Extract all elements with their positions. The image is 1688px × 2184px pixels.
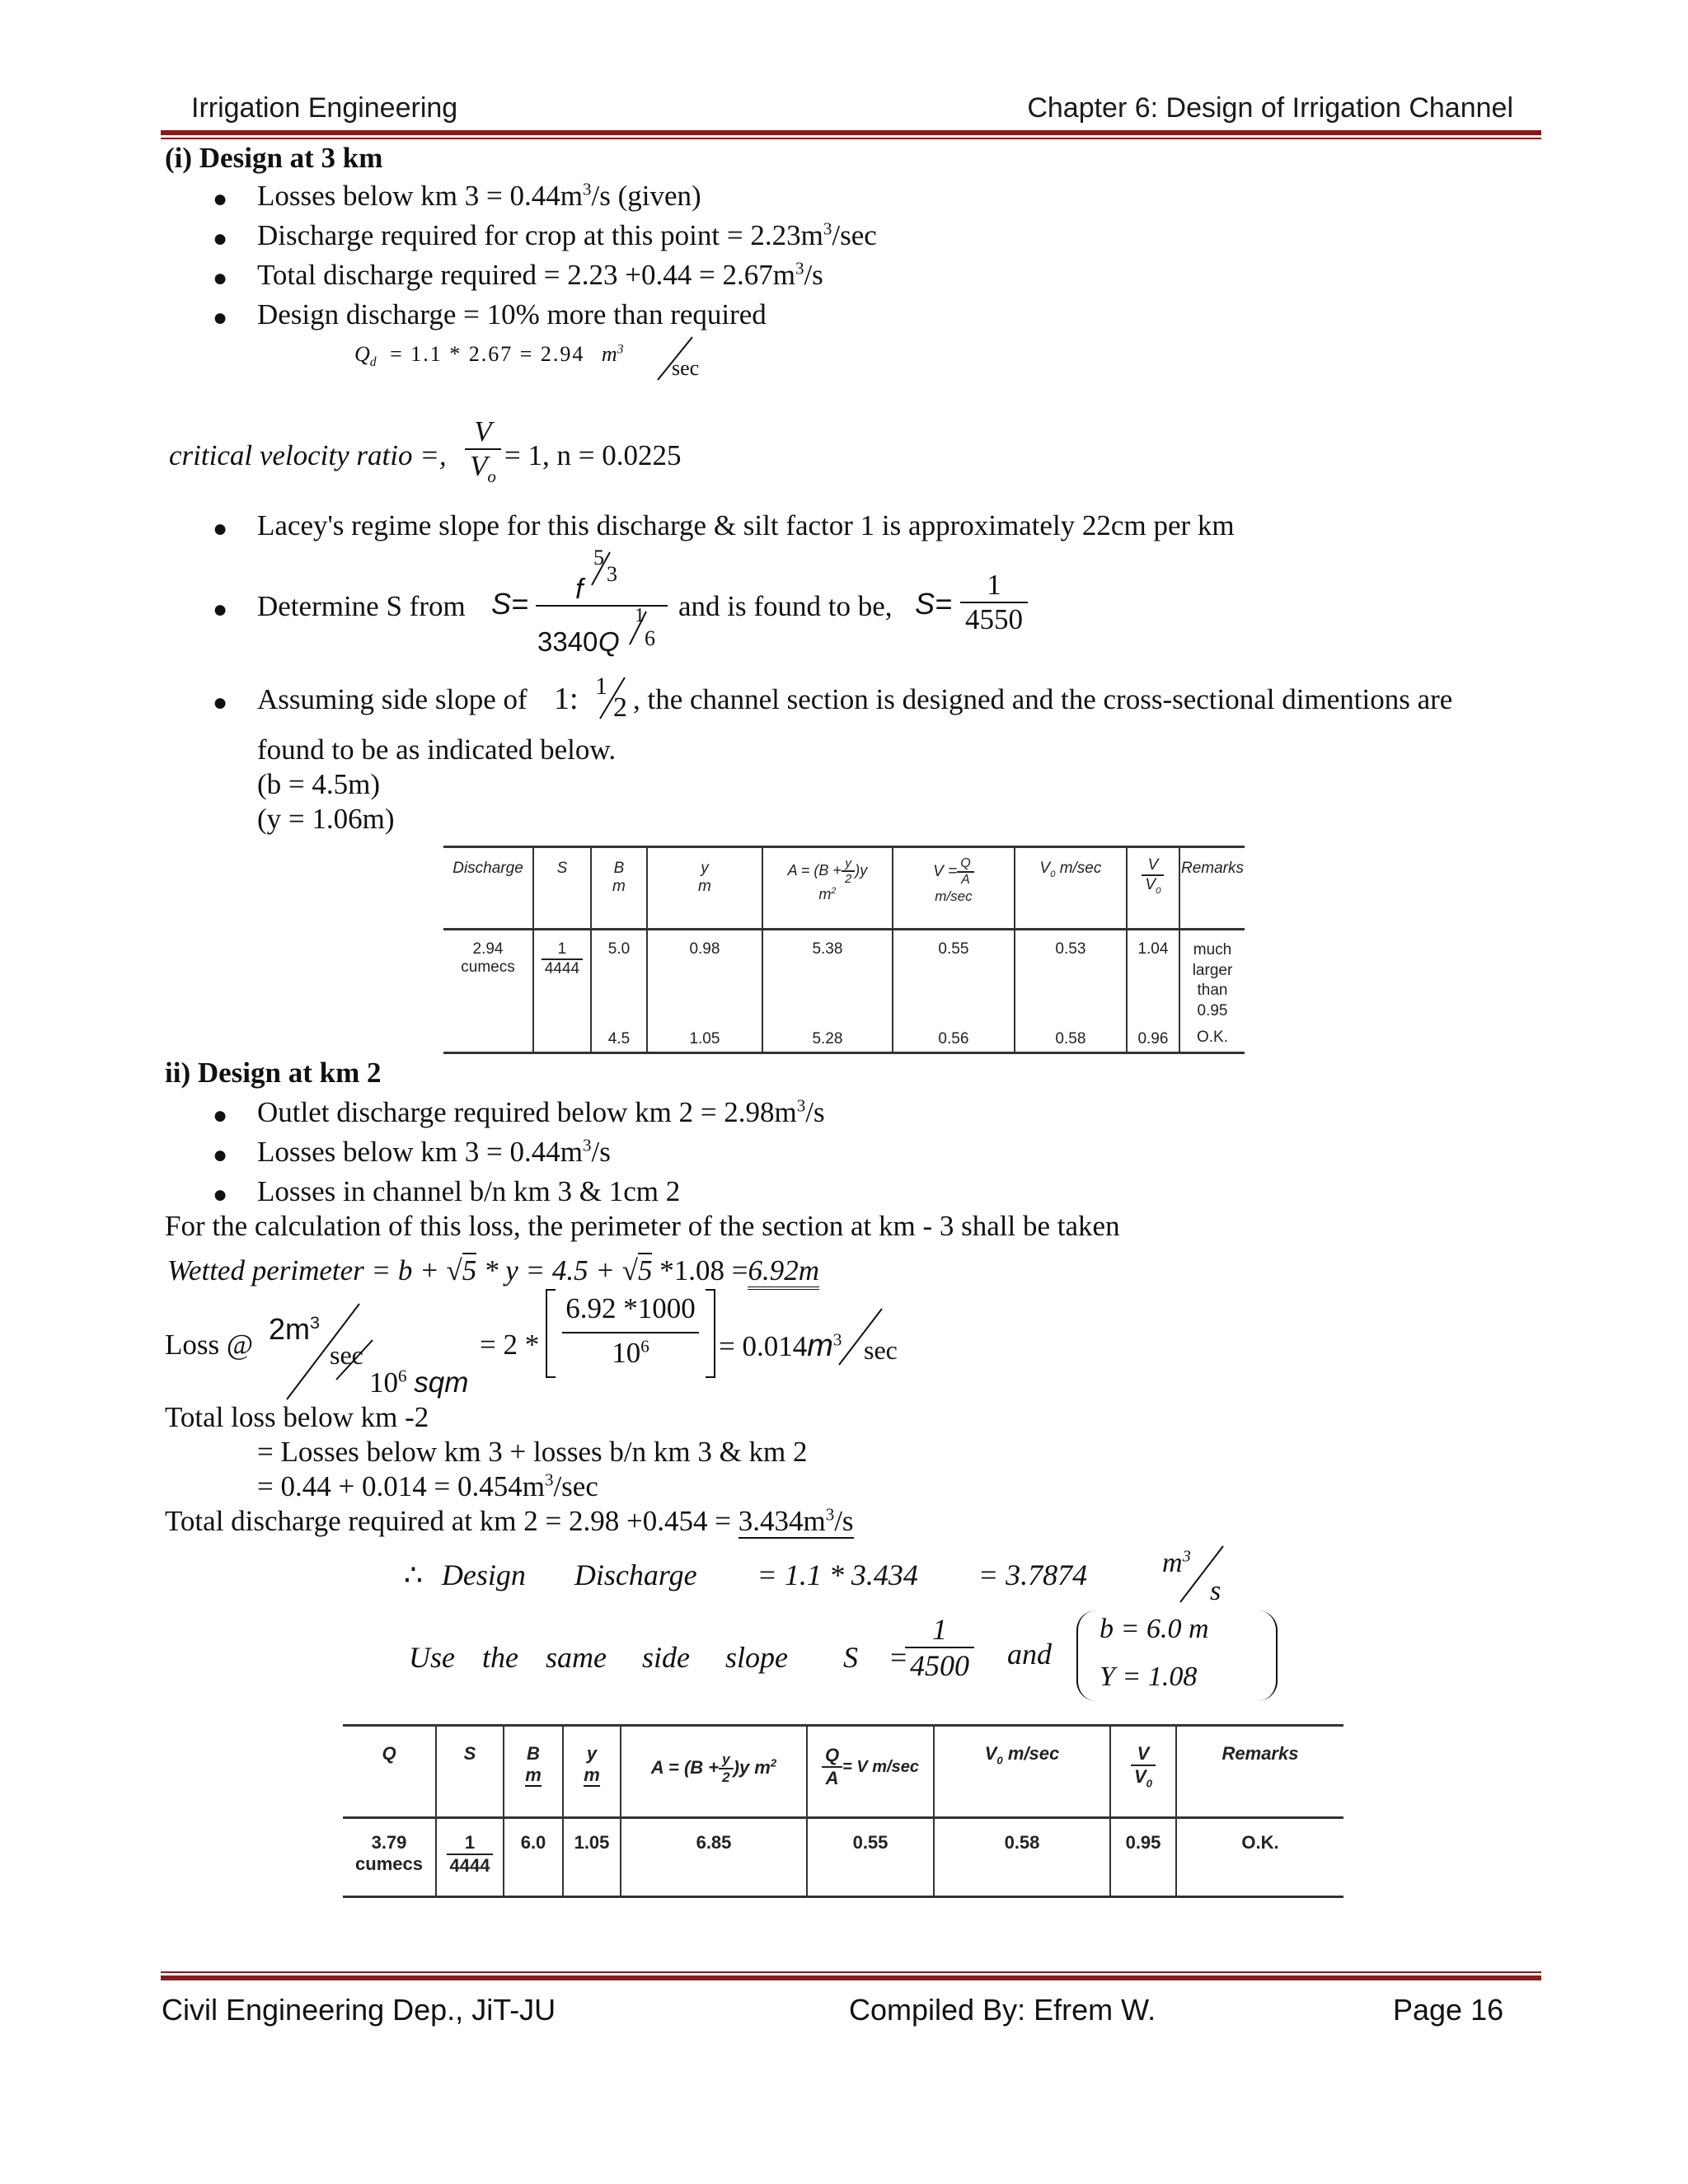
bullet: ● <box>213 304 228 331</box>
table-row <box>443 930 1245 1053</box>
loss-rate: $2m^3$ <box>269 1312 321 1346</box>
unit-sec: sec <box>672 356 700 380</box>
cell: 1.05 <box>563 1818 621 1897</box>
bullet: ● <box>213 515 228 542</box>
cell: 2.94 cumecs <box>461 940 515 976</box>
col-s: S <box>436 1726 504 1818</box>
bullet: ● <box>213 596 228 623</box>
footer-center: Compiled By: Efrem W. <box>849 1993 1156 2027</box>
header-rule <box>161 130 1541 135</box>
section-title: ii) Design at km 2 <box>165 1057 382 1089</box>
dimension-b: (b = 4.5m) <box>257 768 381 800</box>
loss-bracket: 6.92 *1000 $10^6$ <box>546 1289 715 1378</box>
slope-fraction: $\frac{1}{4500}$ <box>905 1612 974 1683</box>
paragraph: = $0.44 + 0.014 = 0.454m^3/\sec$ <box>257 1469 598 1502</box>
dimension-y: (y = 1.06m) <box>257 803 395 835</box>
loss-label: Loss @ <box>165 1329 254 1361</box>
loss-eq: = 2 * <box>480 1329 540 1361</box>
slope-formula: f 5 3 3340 Q 1 6 <box>536 546 668 656</box>
header-right: Chapter 6: Design of Irrigation Channel <box>1027 92 1513 124</box>
bullet: ● <box>213 1141 228 1169</box>
col-y: y m <box>647 847 762 930</box>
header-rule-thin <box>161 138 1541 139</box>
header-left: Irrigation Engineering <box>191 92 458 124</box>
footer-left: Civil Engineering Dep., JiT-JU <box>162 1993 556 2027</box>
col-s: S <box>533 847 591 930</box>
col-v0: $V_0$ m/sec <box>1015 847 1127 930</box>
cell: 1.04 0.96 <box>1127 930 1179 1053</box>
col-q: Q <box>382 1743 396 1764</box>
cell: 5.38 5.28 <box>762 930 893 1053</box>
col-v: $\frac{Q}{A}$ = V m/sec <box>807 1726 934 1818</box>
list-item: Total discharge required = $2.23 +0.44 = 2.67m^3/s$ <box>257 258 823 291</box>
list-item-cont: and is found to be, <box>678 590 893 622</box>
col-ratio: $\frac{V}{V_0}$ <box>1110 1726 1176 1818</box>
list-item: Outlet discharge required below km $2 = 2.98m^3/s$ <box>257 1095 825 1128</box>
cell: much larger than 0.95 O.K. <box>1179 930 1245 1053</box>
design-table-km2 <box>343 1724 1343 1898</box>
col-v: V = $\frac{Q}{A}$ m/sec <box>893 847 1015 930</box>
col-ratio: $\frac{V}{V_0}$ <box>1127 847 1179 930</box>
cell: O.K. <box>1176 1818 1343 1897</box>
bullet: ● <box>213 1181 228 1208</box>
design-discharge-km2: ∴ Design Discharge = 1.1 * 3.434 = 3.7874 <box>404 1558 1088 1591</box>
bullet: ● <box>213 265 228 292</box>
list-item: Discharge required for crop at this point = $2.23m^3/\sec$ <box>257 218 877 251</box>
footer-rule <box>161 1975 1541 1980</box>
list-item-cont: found to be as indicated below. <box>257 733 617 766</box>
paragraph: = Losses below km 3 + losses b/n km 3 & km 2 <box>257 1436 808 1468</box>
paragraph: Total loss below km -2 <box>165 1401 429 1433</box>
cell: $\frac{1}{4444}$ <box>533 930 591 1053</box>
loss-result: = $0.014m^3$ <box>719 1329 842 1363</box>
list-item: Assuming side slope of <box>257 683 528 715</box>
cell: 6.0 <box>504 1818 563 1897</box>
cell: 5.0 4.5 <box>591 930 647 1053</box>
loss-sec: sec <box>330 1340 363 1370</box>
cvr-label: critical velocity ratio =, <box>169 439 447 471</box>
bullet: ● <box>213 225 228 252</box>
cell: $\frac{1}{4444}$ <box>436 1818 504 1897</box>
s-value-fraction: $\frac{1}{4550}$ <box>960 569 1028 636</box>
s-symbol: S= <box>491 587 529 621</box>
cell: 6.85 <box>621 1818 807 1897</box>
cell: 0.95 <box>1110 1818 1176 1897</box>
paragraph: Total discharge required at km $2 = 2.98 +0.454 = 3.434m^3/s$ <box>165 1504 854 1537</box>
list-item: Losses below km $3 = 0.44m^3/s$ (given) <box>257 179 701 212</box>
col-b: B m <box>591 847 647 930</box>
col-area: A = (B + $\frac{y}{2}$ )y $m^2$ <box>621 1726 807 1818</box>
slope-ratio: 1: <box>554 682 579 716</box>
design-table-km3 <box>443 846 1245 1054</box>
bullet: ● <box>213 185 228 213</box>
col-y: y m <box>563 1726 621 1818</box>
loss-area: $10^6$ sqm <box>369 1366 469 1399</box>
dim-y: Y = 1.08 <box>1100 1661 1198 1692</box>
cell: 0.55 <box>807 1818 934 1897</box>
cell: 3.79 cumecs <box>355 1832 423 1874</box>
list-item: Losses below km $3 = 0.44m^3/s$ <box>257 1135 611 1168</box>
list-item-cont: , the channel section is designed and the cross-sectional dimentions are <box>633 683 1453 715</box>
half-fraction: 1 2 <box>595 673 627 723</box>
paragraph: For the calculation of this loss, the perimeter of the section at km - 3 shall be taken <box>165 1210 1120 1242</box>
col-remarks: Remarks <box>1176 1726 1343 1818</box>
list-item: Losses in channel b/n km 3 & 1cm 2 <box>257 1175 681 1207</box>
design-discharge-equation: $Q_d = 1.1 * 2.67 = 2.94$ $m^3$ <box>354 342 624 370</box>
unit-m3: $m^3$ <box>1162 1547 1191 1578</box>
cvr-fraction: $\frac{V}{V_o}$ <box>465 415 501 483</box>
wetted-perimeter-equation: Wetted perimeter = b + √5 * y = 4.5 + √5 *1.08 =6.92m <box>167 1254 819 1287</box>
col-discharge: Discharge <box>452 860 523 877</box>
cell: 0.98 1.05 <box>647 930 762 1053</box>
use-slope-text: Use the same side slope S = <box>409 1641 907 1674</box>
col-remarks: Remarks <box>1179 847 1245 930</box>
cvr-rest: = 1, n = 0.0225 <box>504 439 682 471</box>
list-item: Determine S from <box>257 590 466 622</box>
list-item: Design discharge = 10% more than required <box>257 298 767 330</box>
col-area: A = (B + $\frac{y}{2}$ )y $m^2$ <box>762 847 893 930</box>
s-symbol: S= <box>915 587 953 621</box>
bullet: ● <box>213 1102 228 1129</box>
fraction-slash <box>1174 1541 1231 1607</box>
col-v0: $V_0$ m/sec <box>934 1726 1110 1818</box>
cell: 0.55 0.56 <box>893 930 1015 1053</box>
list-item: Lacey's regime slope for this discharge & silt factor 1 is approximately 22cm per km <box>257 509 1235 541</box>
cell: 0.53 0.58 <box>1015 930 1127 1053</box>
col-b: B m <box>504 1726 563 1818</box>
loss-result-sec: sec <box>864 1335 898 1365</box>
table-row <box>343 1818 1343 1897</box>
dim-b: b = 6.0 m <box>1100 1614 1209 1644</box>
and-text: and <box>1007 1638 1052 1671</box>
bullet: ● <box>213 689 228 716</box>
footer-rule-thin <box>161 1971 1541 1973</box>
section-title: (i) Design at 3 km <box>165 142 383 174</box>
cell: 0.58 <box>934 1818 1110 1897</box>
unit-s: s <box>1210 1576 1221 1606</box>
footer-page-number: Page 16 <box>1393 1993 1504 2027</box>
